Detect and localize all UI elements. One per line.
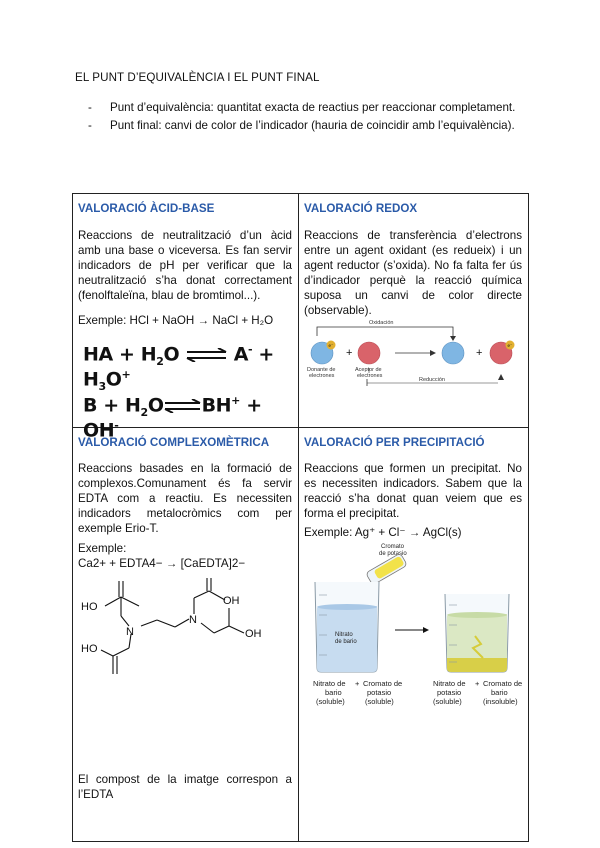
page-title: EL PUNT D’EQUIVALÈNCIA I EL PUNT FINAL: [75, 71, 320, 84]
precipitation-heading: VALORACIÓ PER PRECIPITACIÓ: [304, 436, 485, 449]
svg-text:Oxidación: Oxidación: [369, 320, 394, 326]
svg-text:de bario: de bario: [335, 639, 357, 645]
svg-text:+: +: [475, 679, 480, 688]
precipitation-captions: [305, 678, 527, 718]
svg-text:OH: OH: [245, 628, 262, 640]
precipitation-example: Exemple: Ag⁺ + Cl⁻ → AgCl(s): [304, 526, 462, 539]
svg-text:Nitrato: Nitrato: [335, 632, 353, 638]
svg-text:HO: HO: [81, 643, 98, 655]
svg-text:potasio: potasio: [437, 688, 462, 697]
svg-text:Nitrato de: Nitrato de: [313, 679, 346, 688]
titration-table: [72, 193, 529, 842]
acid-base-equation-1: HA + $H_2O$ $A^- + H_3O^+$: [83, 343, 274, 394]
acid-base-cell: [73, 194, 299, 442]
equilibrium-arrow-icon: [164, 399, 202, 413]
svg-text:Donante de: Donante de: [307, 367, 336, 373]
acid-base-equation-2: $B + H_2O$ BH+ + OH-: [83, 394, 262, 442]
complexometric-footer: El compost de la imatge correspon a l’EDTA: [78, 773, 292, 801]
svg-text:+: +: [355, 679, 360, 688]
precipitation-text: Reaccions que formen un precipitat. No es necessiten indicadors. Sabem que la reacció s’ha donat quan veiem que es forma el precipitat.: [304, 462, 522, 520]
complexometric-example-label: Exemple:: [78, 542, 127, 555]
complexometric-text: Reaccions basades en la formació de complexos.Comunament és fa servir EDTA com a reactiu. Es necessiten indicadors metalocròmics com per exemple Erio-T.: [78, 462, 292, 535]
list-item: - Punt final: canvi de color de l’indicador (hauria de coincidir amb l’equivalència).: [88, 119, 515, 132]
svg-text:e⁻: e⁻: [328, 343, 334, 348]
svg-text:electrones: electrones: [309, 373, 335, 379]
complexometric-cell: [73, 428, 299, 842]
svg-text:e⁻: e⁻: [507, 343, 513, 348]
acid-base-text: Reaccions de neutralització d’un àcid amb una base o viceversa. Es fan servir indicadors de pH per verificar que la neutralització s’ha donat correctament (fenolftaleïna, blau de bromtimol...).: [78, 229, 292, 302]
svg-text:Reducción: Reducción: [419, 377, 445, 383]
svg-text:(soluble): (soluble): [365, 697, 394, 706]
precipitation-diagram: [305, 540, 527, 676]
svg-text:bario: bario: [491, 688, 508, 697]
acceptor-sphere: [358, 342, 380, 364]
svg-text:+: +: [476, 347, 483, 359]
svg-text:N: N: [126, 626, 134, 638]
acid-base-heading: VALORACIÓ ÀCID-BASE: [78, 202, 215, 215]
list-item: - Punt d’equivalència: quantitat exacta de reactius per reaccionar completament.: [88, 101, 516, 114]
svg-text:Nitrato de: Nitrato de: [433, 679, 466, 688]
svg-text:Cromato de: Cromato de: [483, 679, 523, 688]
svg-text:Cromato de: Cromato de: [363, 679, 403, 688]
complexometric-heading: VALORACIÓ COMPLEXOMÈTRICA: [78, 436, 270, 449]
edta-structure: [79, 578, 279, 698]
svg-text:OH: OH: [223, 595, 240, 607]
svg-text:Aceptor de: Aceptor de: [355, 367, 382, 373]
equilibrium-arrow-icon: [186, 348, 228, 362]
redox-diagram: [303, 318, 525, 394]
svg-text:electrones: electrones: [357, 373, 383, 379]
svg-text:(soluble): (soluble): [316, 697, 345, 706]
svg-text:+: +: [346, 347, 353, 359]
definitions-list: [88, 99, 525, 135]
complexometric-example-equation: Ca2+ + EDTA4− → [CaEDTA]2−: [78, 557, 246, 570]
redox-heading: VALORACIÓ REDOX: [304, 202, 418, 215]
svg-text:Cromato: Cromato: [381, 544, 405, 550]
redox-text: Reaccions de transferència d’electrons entre un agent oxidant (es redueix) i un agent reductor (s’oxida). No fa falta fer ús d’indicador perquè la reacció química suposa un canvi de color directe (observable).: [304, 229, 522, 317]
svg-text:de potasio: de potasio: [379, 551, 407, 557]
precipitation-cell: [299, 428, 529, 842]
svg-text:N: N: [189, 614, 197, 626]
svg-text:HO: HO: [81, 601, 98, 613]
svg-text:(soluble): (soluble): [433, 697, 462, 706]
svg-text:(insoluble): (insoluble): [483, 697, 518, 706]
acid-base-example: Exemple: HCl + NaOH → NaCl + H₂O: [78, 314, 274, 327]
svg-text:bario: bario: [325, 688, 342, 697]
redox-cell: [299, 194, 529, 428]
svg-text:potasio: potasio: [367, 688, 392, 697]
